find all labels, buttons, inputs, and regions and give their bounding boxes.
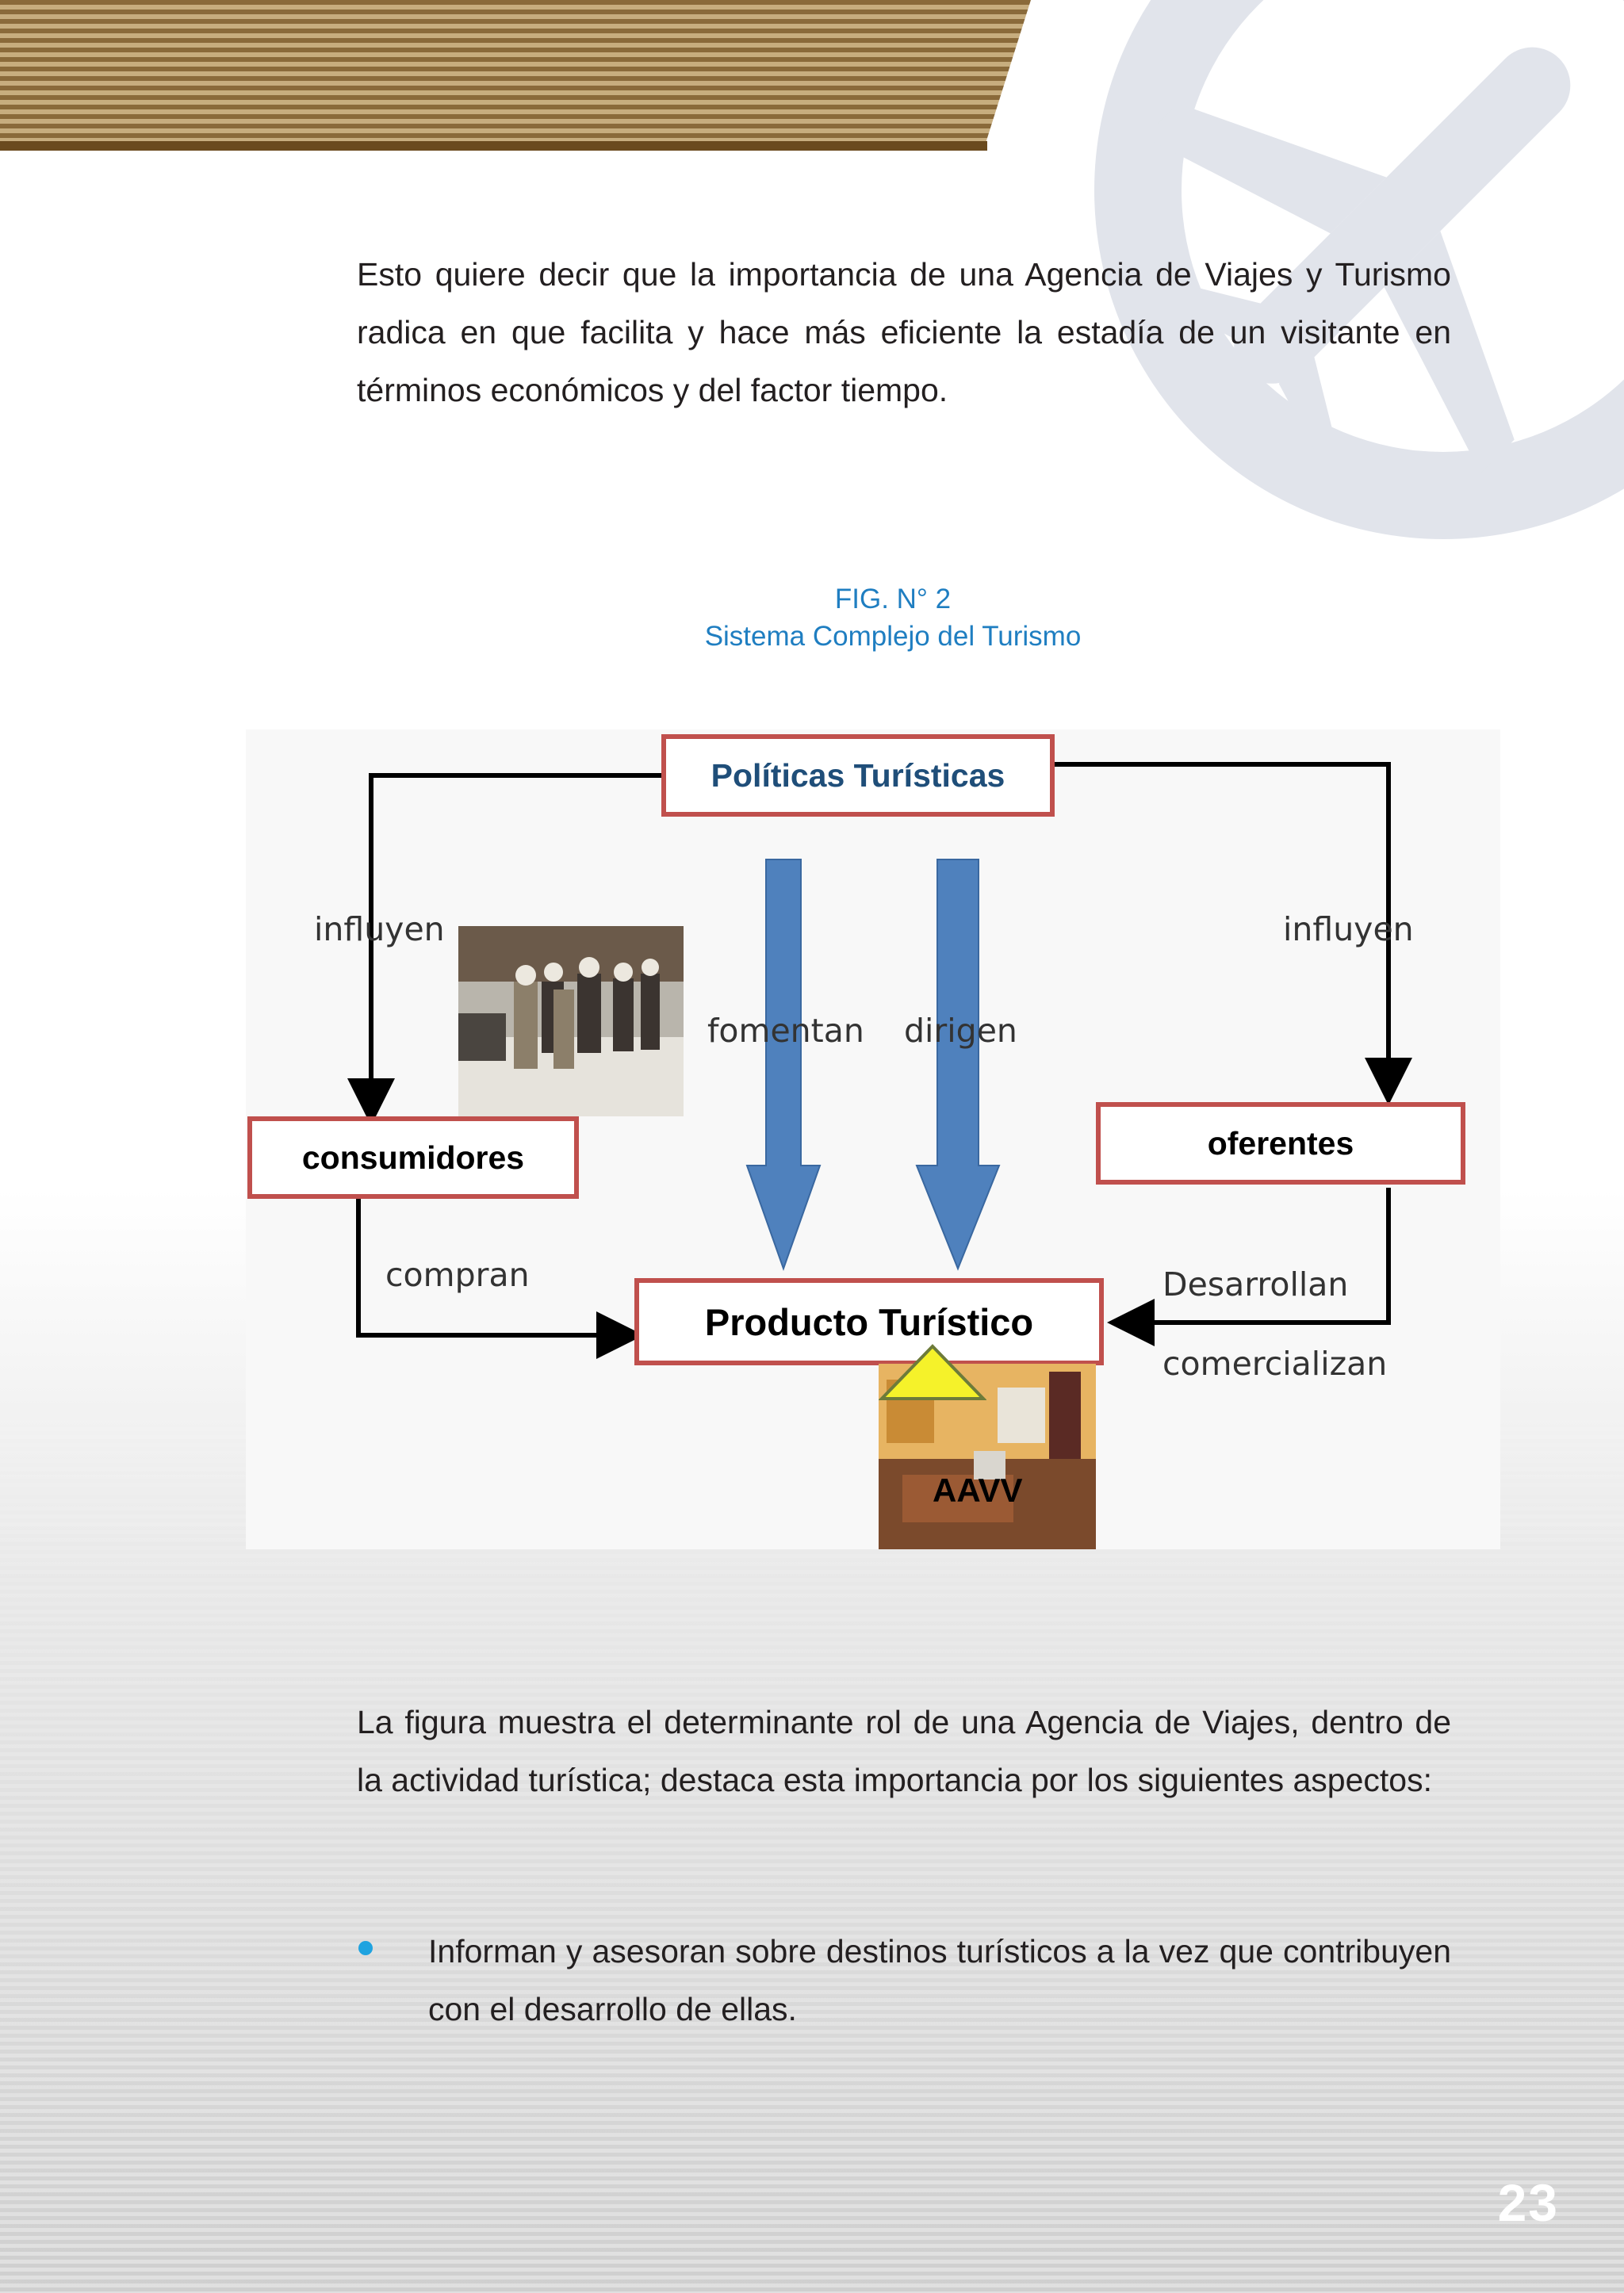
label-desarrollan: Desarrollan — [1162, 1265, 1349, 1303]
tourism-system-diagram — [246, 729, 1500, 1549]
intro-paragraph: Esto quiere decir que la importancia de una Agencia de Viajes y Turismo radica en que facilita y hace más eficiente la estadía de un visitante en términos económicos y del factor tiempo. — [357, 256, 1451, 408]
label-influyen-right: influyen — [1283, 910, 1414, 948]
label-compran: compran — [385, 1256, 530, 1294]
label-fomentan: fomentan — [707, 1012, 864, 1050]
bullet-item: Informan y asesoran sobre destinos turísticos a la vez que contribuyen con el desarrollo de ellas. — [428, 1933, 1451, 2027]
arrow-dirigen — [917, 859, 999, 1269]
agency-triangle-icon — [879, 1343, 986, 1402]
page-number: 23 — [1497, 2173, 1559, 2232]
label-dirigen: dirigen — [904, 1012, 1017, 1050]
arrow-fomentan — [747, 859, 820, 1269]
figure-title: Sistema Complejo del Turismo — [704, 621, 1082, 652]
label-influyen-left: influyen — [314, 910, 445, 948]
figure-number: FIG. N° 2 — [834, 584, 952, 614]
box-politicas: Políticas Turísticas — [661, 734, 1055, 817]
box-producto: Producto Turístico — [634, 1278, 1104, 1365]
box-oferentes: oferentes — [1096, 1102, 1465, 1185]
box-consumidores: consumidores — [247, 1116, 579, 1199]
aavv-label: AAVV — [933, 1472, 1023, 1509]
explanation-paragraph: La figura muestra el determinante rol de una Agencia de Viajes, dentro de la actividad turística; destaca esta importancia por los siguientes aspectos: — [357, 1704, 1451, 1798]
tourists-photo — [458, 926, 684, 1116]
bullet-icon — [358, 1941, 373, 1955]
label-comercializan: comercializan — [1162, 1345, 1388, 1383]
